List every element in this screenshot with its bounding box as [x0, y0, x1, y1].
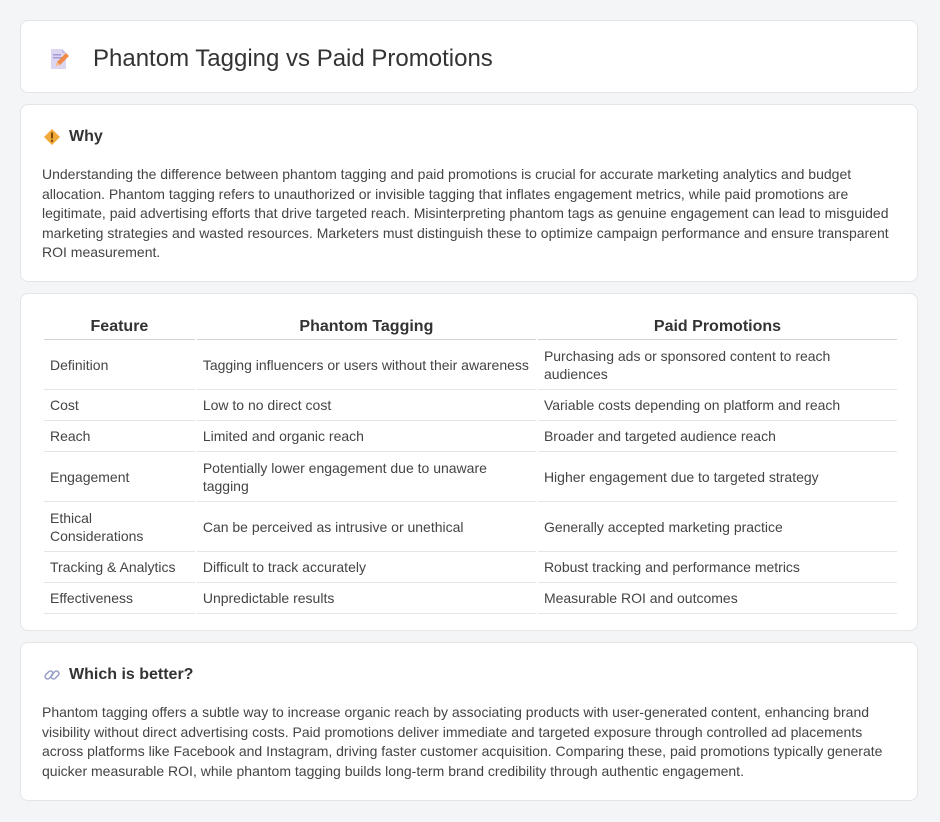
feature-cell: Effectiveness [44, 583, 195, 614]
why-heading: Why [69, 128, 103, 145]
header-phantom-tagging: Phantom Tagging [197, 316, 536, 340]
table-row [44, 452, 897, 502]
phantom-cell: Unpredictable results [197, 583, 536, 614]
better-heading: Which is better? [69, 666, 194, 683]
phantom-cell: Difficult to track accurately [197, 552, 536, 583]
feature-cell: Engagement [44, 452, 195, 502]
feature-cell: Cost [44, 390, 195, 421]
table-row [44, 502, 897, 552]
table-row [44, 390, 897, 421]
document-pencil-icon [47, 47, 71, 71]
better-heading-row [43, 665, 193, 685]
feature-cell: Definition [44, 340, 195, 390]
phantom-cell: Can be perceived as intrusive or unethical [197, 502, 536, 552]
why-heading-row [43, 127, 103, 147]
table-row [44, 421, 897, 452]
phantom-cell: Low to no direct cost [197, 390, 536, 421]
header-card [20, 20, 918, 93]
better-text: Phantom tagging offers a subtle way to increase organic reach by associating products with user-generated content, enhancing brand visibility without direct advertising costs. Paid promotions deliver immediate and targeted exposure through controlled ad placements across platforms like Facebook and Instagram, driving faster customer acquisition. Comparing these, paid promotions typically generate quicker measurable ROI, while phantom tagging builds long-term brand credibility through authentic engagement. [42, 704, 883, 779]
link-icon [43, 666, 61, 684]
feature-cell: Reach [44, 421, 195, 452]
table-row [44, 340, 897, 390]
header-paid-promotions: Paid Promotions [538, 316, 897, 340]
phantom-cell: Limited and organic reach [197, 421, 536, 452]
paid-cell: Measurable ROI and outcomes [538, 583, 897, 614]
phantom-cell: Potentially lower engagement due to unaware tagging [197, 452, 536, 502]
header-feature: Feature [44, 316, 195, 340]
feature-cell: Ethical Considerations [44, 502, 195, 552]
paid-cell: Broader and targeted audience reach [538, 421, 897, 452]
warning-diamond-icon [43, 128, 61, 146]
table-row [44, 583, 897, 614]
title-row [47, 45, 493, 73]
comparison-table [42, 316, 899, 614]
feature-cell: Tracking & Analytics [44, 552, 195, 583]
better-card [20, 642, 918, 801]
why-card [20, 104, 918, 282]
table-card [20, 293, 918, 631]
table-header-row [44, 316, 897, 340]
paid-cell: Higher engagement due to targeted strategy [538, 452, 897, 502]
paid-cell: Robust tracking and performance metrics [538, 552, 897, 583]
paid-cell: Generally accepted marketing practice [538, 502, 897, 552]
table-row [44, 552, 897, 583]
why-text: Understanding the difference between phantom tagging and paid promotions is crucial for accurate marketing analytics and budget allocation. Phantom tagging refers to unauthorized or invisible tagging that inflates engagement metrics, while paid promotions are legitimate, paid advertising efforts that drive targeted reach. Misinterpreting phantom tags as genuine engagement can lead to misguided marketing strategies and wasted resources. Marketers must distinguish these to optimize campaign performance and ensure transparent ROI measurement. [42, 166, 889, 260]
phantom-cell: Tagging influencers or users without their awareness [197, 340, 536, 390]
page-title: Phantom Tagging vs Paid Promotions [93, 45, 493, 72]
paid-cell: Variable costs depending on platform and reach [538, 390, 897, 421]
paid-cell: Purchasing ads or sponsored content to reach audiences [538, 340, 897, 390]
